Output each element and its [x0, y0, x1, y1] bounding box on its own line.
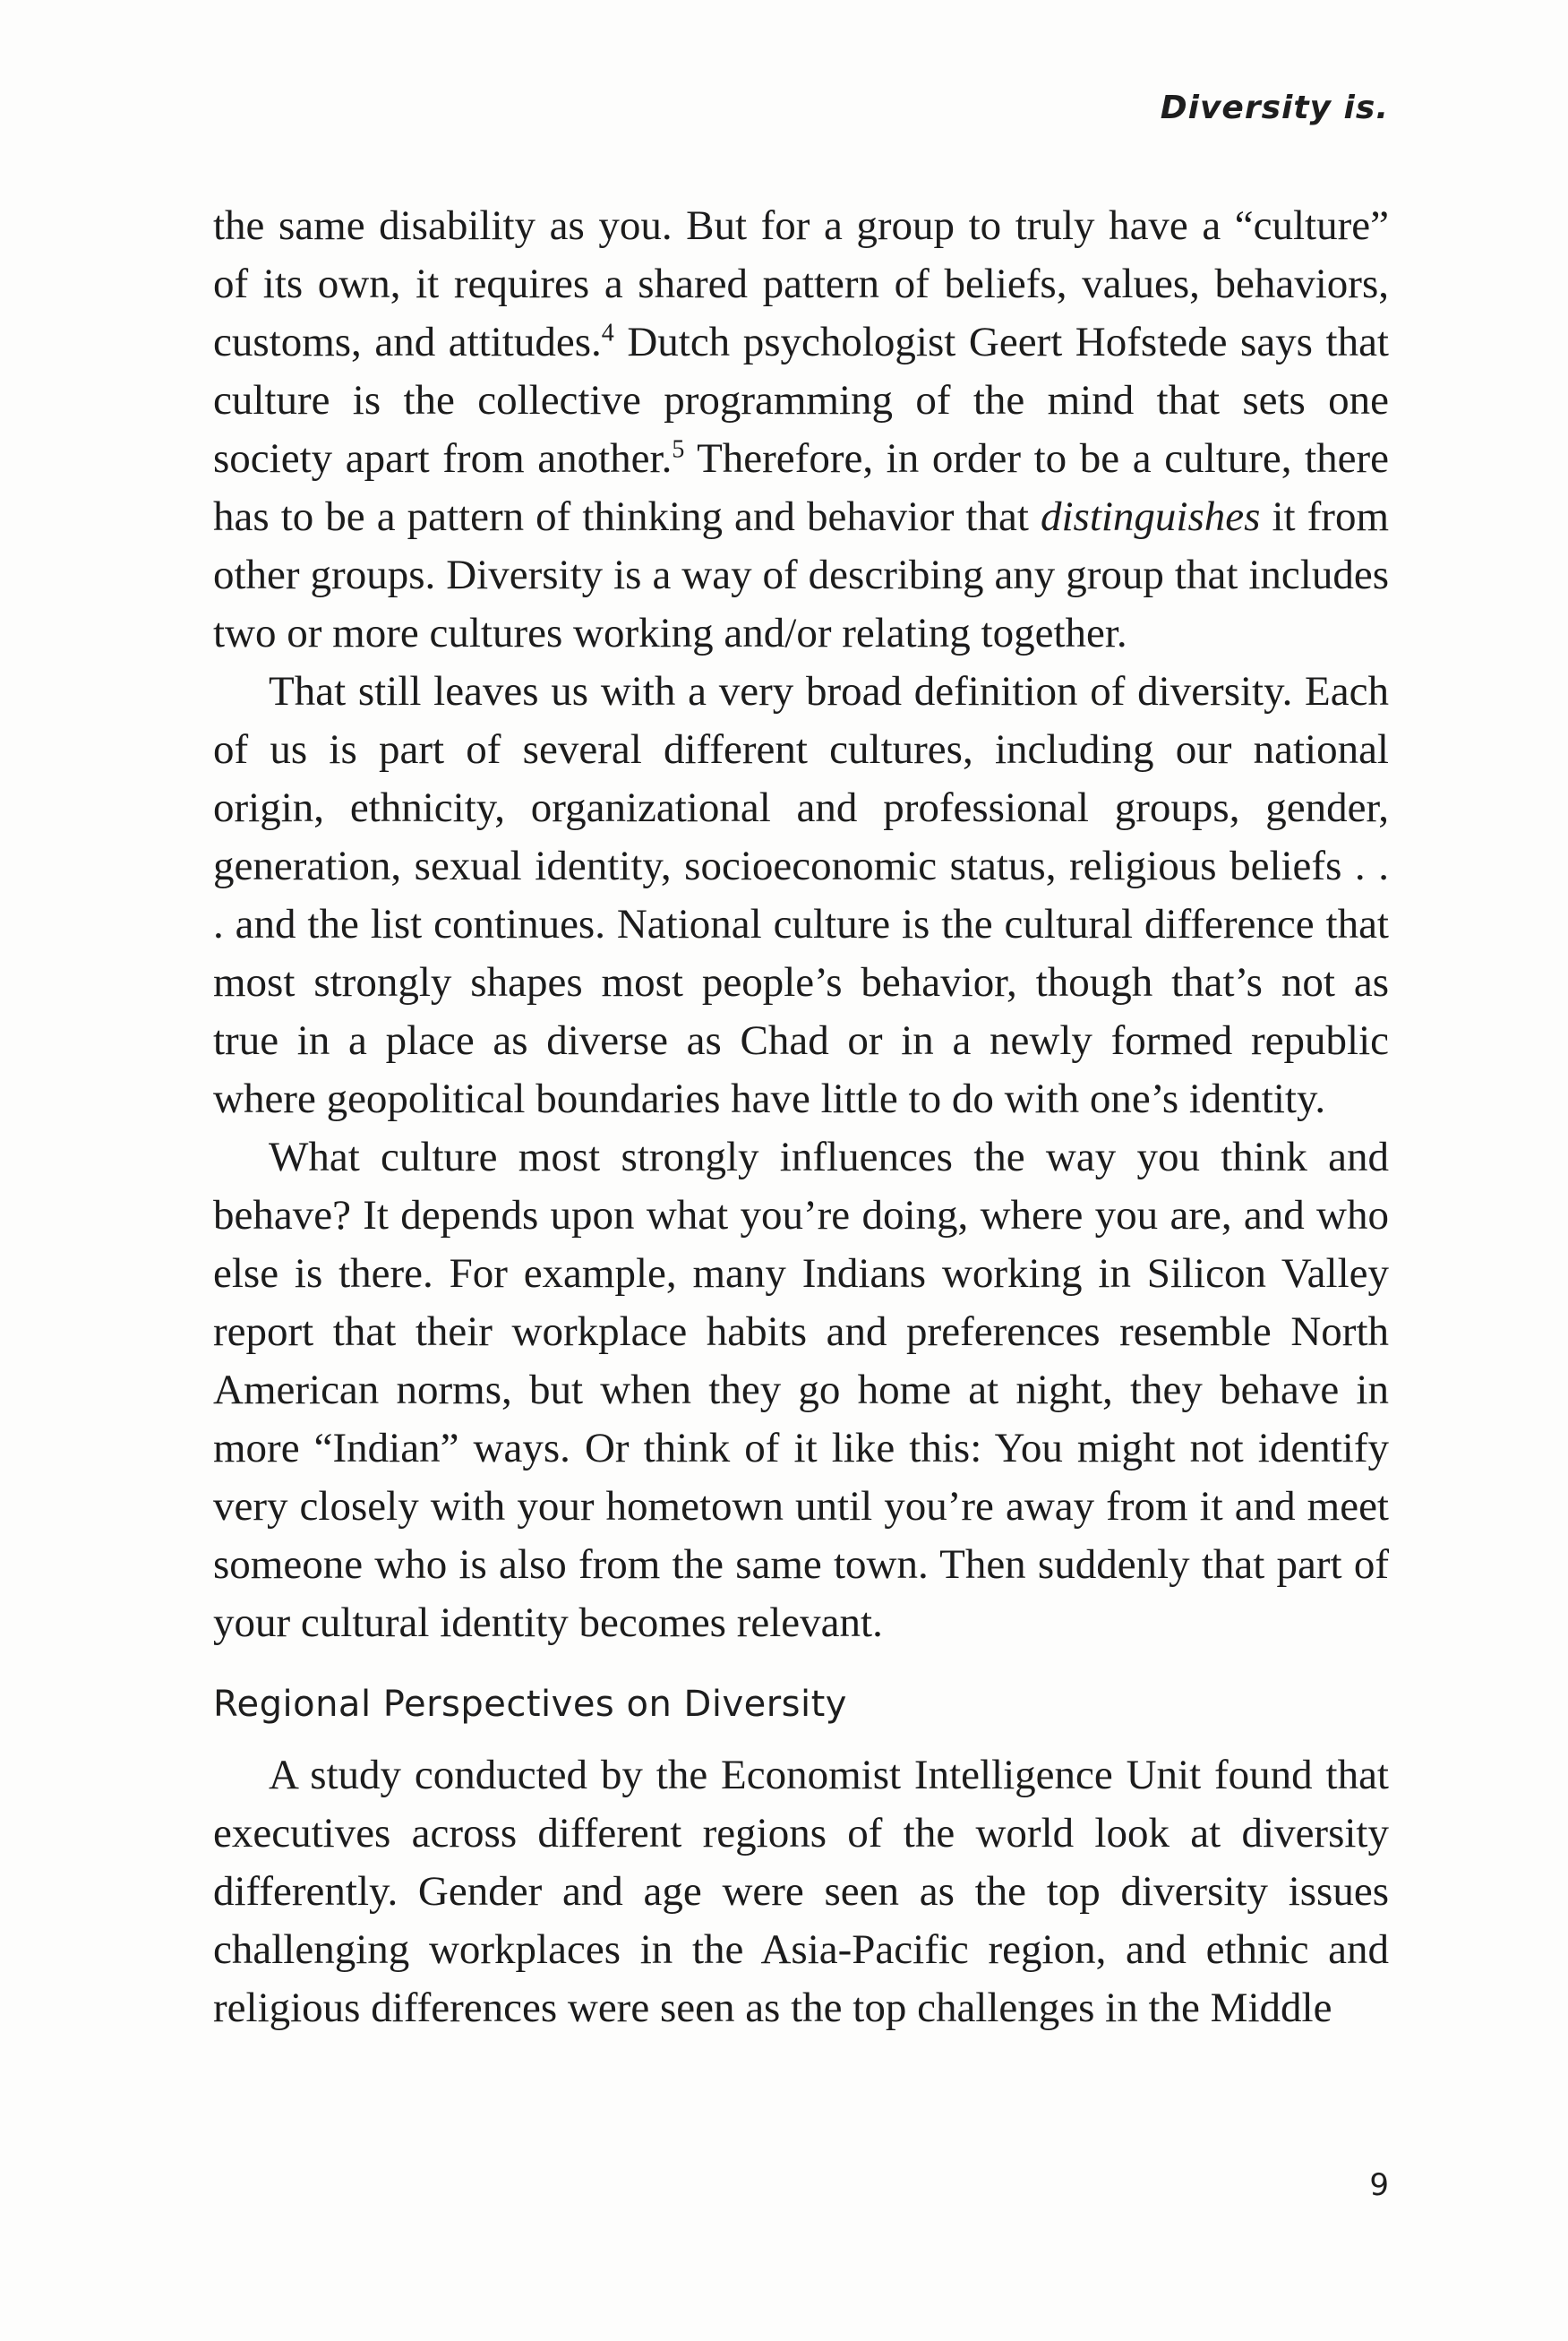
paragraph: What culture most strongly influences the way you think and behave? It depends upon what you’re doing, where you are, and who else is there. For example, many Indians working in Silicon Valley report that their workplace habits and preferences resemble North American norms, but when they go home at night, they behave in more “Indian” ways. Or think of it like this: You might not identify very closely with your hometown until you’re away from it and meet someone who is also from the same town. Then suddenly that part of your cultural identity becomes relevant.: [213, 1134, 1389, 1646]
section-subheading: Regional Perspectives on Diversity: [213, 1684, 847, 1725]
emphasis-text: distinguishes: [1040, 493, 1261, 540]
paragraph-continued: [213, 197, 1389, 663]
paragraph-text: it from other groups. Diversity is a way of describing any group that includes two or more cultures working and/or relating together.: [213, 493, 1390, 656]
paragraph-text: Therefore, in order to be a culture, there has to be a pattern of thinking and behavior that: [213, 435, 1389, 540]
paragraph-text: Dutch psychologist Geert Hofstede says that culture is the collective programming of the mind that sets one society apart from another.: [213, 319, 1389, 482]
page-number: 9: [1369, 2167, 1389, 2203]
paragraph: A study conducted by the Economist Intelligence Unit found that executives across different regions of the world look at diversity differently. Gender and age were seen as the top diversity issues challenging workplaces in the Asia-Pacific region, and ethnic and religious differences were seen as the top challenges in the Middle: [213, 1752, 1389, 2031]
footnote-ref-5: 5: [672, 435, 685, 464]
body-text: [213, 197, 1389, 2037]
footnote-ref-4: 4: [601, 319, 614, 347]
paragraph: That still leaves us with a very broad definition of diversity. Each of us is part of several different cultures, including our national origin, ethnicity, organizational and professional groups, gender, generation, sexual identity, socioeconomic status, religious beliefs . . . and the list continues. National culture is the cultural difference that most strongly shapes most people’s behavior, though that’s not as true in a place as diverse as Chad or in a newly formed republic where geopolitical boundaries have little to do with one’s identity.: [213, 668, 1389, 1122]
paragraph-text: the same disability as you. But for a group to truly have a “culture” of its own, it requires a shared pattern of beliefs, values, behaviors, customs, and attitudes.: [213, 202, 1389, 365]
running-head: Diversity is.: [1160, 90, 1389, 126]
